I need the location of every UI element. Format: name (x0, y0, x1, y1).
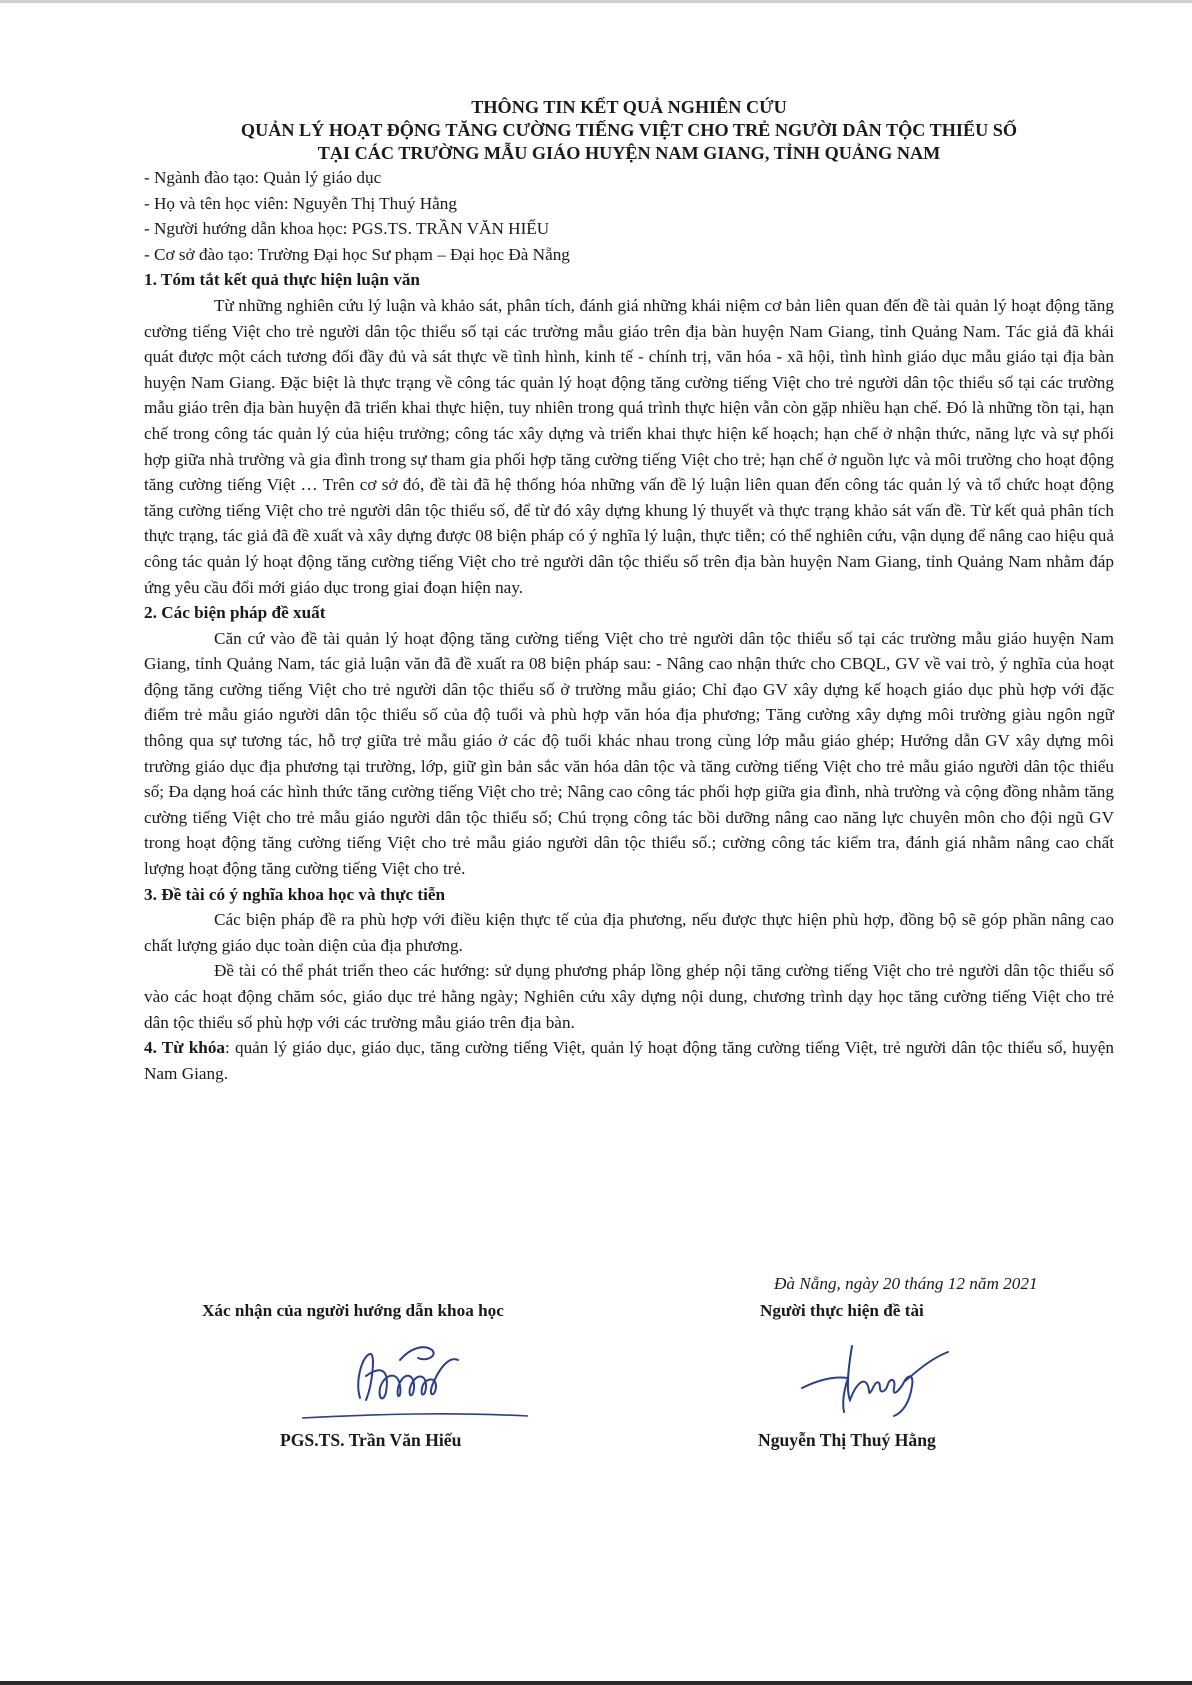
keywords (144, 1035, 1114, 1086)
keywords-text: : quản lý giáo dục, giáo dục, tăng cường tiếng Việt, quản lý hoạt động tăng cường tiếng Việt, trẻ người dân tộc thiểu số, huyện Nam Giang. (144, 1038, 1114, 1083)
supervisor-confirmation-label: Xác nhận của người hướng dẫn khoa học (202, 1301, 504, 1320)
section-1-heading: 1. Tóm tắt kết quả thực hiện luận văn (144, 270, 420, 290)
section-2-heading: 2. Các biện pháp đề xuất (144, 603, 326, 623)
author-name: Nguyễn Thị Thuý Hằng (758, 1430, 936, 1450)
keywords-label: 4. Từ khóa (144, 1038, 226, 1058)
section-3-heading: 3. Đề tài có ý nghĩa khoa học và thực tiễn (144, 884, 446, 904)
info-student: - Họ và tên học viên: Nguyễn Thị Thuý Hằng (144, 193, 457, 213)
supervisor-signature (300, 1326, 530, 1426)
section-3-paragraph-2: Đề tài có thể phát triển theo các hướng: sử dụng phương pháp lồng ghép nội tăng cường tiếng Việt cho trẻ người dân tộc thiểu số vào các hoạt động chăm sóc, giáo dục trẻ hằng ngày; Nghiên cứu xây dựng nội dung, chương trình dạy học tăng cường tiếng Việt cho trẻ dân tộc thiểu số phù hợp với các trường mẫu giáo trên địa bàn. (144, 961, 1114, 1032)
scan-top-edge (0, 0, 1192, 3)
info-institution: - Cơ sở đào tạo: Trường Đại học Sư phạm – Đại học Đà Nẵng (144, 244, 570, 264)
section-3-paragraph-1: Các biện pháp đề ra phù hợp với điều kiện thực tế của địa phương, nếu được thực hiện phù hợp, đồng bộ sẽ góp phần nâng cao chất lượng giáo dục toàn diện của địa phương. (144, 910, 1114, 955)
author-label: Người thực hiện đề tài (760, 1301, 924, 1320)
author-signature (798, 1330, 958, 1420)
signature-block (144, 1274, 1114, 1474)
supervisor-name: PGS.TS. Trần Văn Hiếu (280, 1430, 462, 1450)
title-line-1: THÔNG TIN KẾT QUẢ NGHIÊN CỨU (471, 97, 787, 117)
title-line-2: QUẢN LÝ HOẠT ĐỘNG TĂNG CƯỜNG TIẾNG VIỆT CHO TRẺ NGƯỜI DÂN TỘC THIỂU SỐ (240, 120, 1018, 140)
section-1-paragraph: Từ những nghiên cứu lý luận và khảo sát, phân tích, đánh giá những khái niệm cơ bản liên quan đến đề tài quản lý hoạt động tăng cường tiếng Việt cho trẻ người dân tộc thiểu số tại các trường mẫu giáo trên địa bàn huyện Nam Giang, tỉnh Quảng Nam. Tác giả đã khái quát được một cách tương đối đầy đủ và sát thực về tình hình, kinh tế - chính trị, văn hóa - xã hội, tình hình giáo dục mẫu giáo tại địa bàn huyện Nam Giang. Đặc biệt là thực trạng về công tác quản lý hoạt động tăng cường tiếng Việt cho trẻ người dân tộc thiểu số tại các trường mẫu giáo trên địa bàn huyện đã triển khai thực hiện, tuy nhiên trong quá trình thực hiện vẫn còn gặp nhiều hạn chế. Đó là những tồn tại, hạn chế trong công tác quản lý của hiệu trưởng; công tác xây dựng và triển khai thực hiện kế hoạch; hạn chế ở nhận thức, năng lực và sự phối hợp giữa nhà trường và gia đình trong sự tham gia phối hợp tăng cường tiếng Việt cho trẻ; hạn chế ở nguồn lực và môi trường cho hoạt động tăng cường tiếng Việt … Trên cơ sở đó, đề tài đã hệ thống hóa những vấn đề lý luận liên quan đến công tác quản lý và tổ chức hoạt động tăng cường tiếng Việt cho trẻ người dân tộc thiểu số, để từ đó xây dựng khung lý thuyết và thực trạng khảo sát vấn đề. Từ kết quả phân tích thực trạng, tác giả đã đề xuất và xây dựng được 08 biện pháp có ý nghĩa lý luận, thực tiễn; có thể nghiên cứu, vận dụng để nâng cao hiệu quả công tác quản lý hoạt động tăng cường tiếng Việt cho trẻ người dân tộc thiểu số trên địa bàn huyện Nam Giang, tỉnh Quảng Nam nhằm đáp ứng yêu cầu đổi mới giáo dục trong giai đoạn hiện nay. (144, 295, 1114, 597)
section-2-paragraph: Căn cứ vào đề tài quản lý hoạt động tăng cường tiếng Việt cho trẻ người dân tộc thiểu số tại các trường mẫu giáo huyện Nam Giang, tỉnh Quảng Nam, tác giả luận văn đã đề xuất ra 08 biện pháp sau: - Nâng cao nhận thức cho CBQL, GV về vai trò, ý nghĩa của hoạt động tăng cường tiếng Việt cho trẻ người dân tộc thiểu số ở trường mẫu giáo; Chỉ đạo GV xây dựng kế hoạch giáo dục phù hợp với đặc điểm trẻ mẫu giáo người dân tộc thiểu số của độ tuổi và phù hợp văn hóa địa phương; Tăng cường xây dựng môi trường giàu ngôn ngữ thông qua sự tương tác, hỗ trợ giữa trẻ mẫu giáo ở các độ tuổi khác nhau trong cùng lớp mẫu giáo ghép; Hướng dẫn GV xây dựng môi trường giáo dục địa phương tại trường, lớp, giữ gìn bản sắc văn hóa dân tộc và tăng cường tiếng Việt cho trẻ mẫu giáo người dân tộc thiểu số; Đa dạng hoá các hình thức tăng cường tiếng Việt cho trẻ; Nâng cao công tác phối hợp giữa gia đình, nhà trường và cộng đồng nhằm tăng cường tiếng Việt cho trẻ mẫu giáo người dân tộc thiểu số; Chú trọng công tác bồi dưỡng nâng cao năng lực chuyên môn cho đội ngũ GV trong hoạt động tăng cường tiếng Việt cho trẻ mẫu giáo người dân tộc thiểu số.; cường công tác kiểm tra, đánh giá nhằm nâng cao chất lượng hoạt động tăng cường tiếng Việt cho trẻ. (144, 628, 1114, 879)
document-body (144, 96, 1114, 1086)
info-supervisor: - Người hướng dẫn khoa học: PGS.TS. TRẦN VĂN HIẾU (144, 219, 550, 239)
scan-bottom-edge (0, 1681, 1192, 1685)
title-line-3: TẠI CÁC TRƯỜNG MẪU GIÁO HUYỆN NAM GIANG, TỈNH QUẢNG NAM (317, 143, 941, 163)
signing-date: Đà Nẵng, ngày 20 tháng 12 năm 2021 (774, 1274, 1038, 1293)
info-major: - Ngành đào tạo: Quản lý giáo dục (144, 168, 382, 187)
